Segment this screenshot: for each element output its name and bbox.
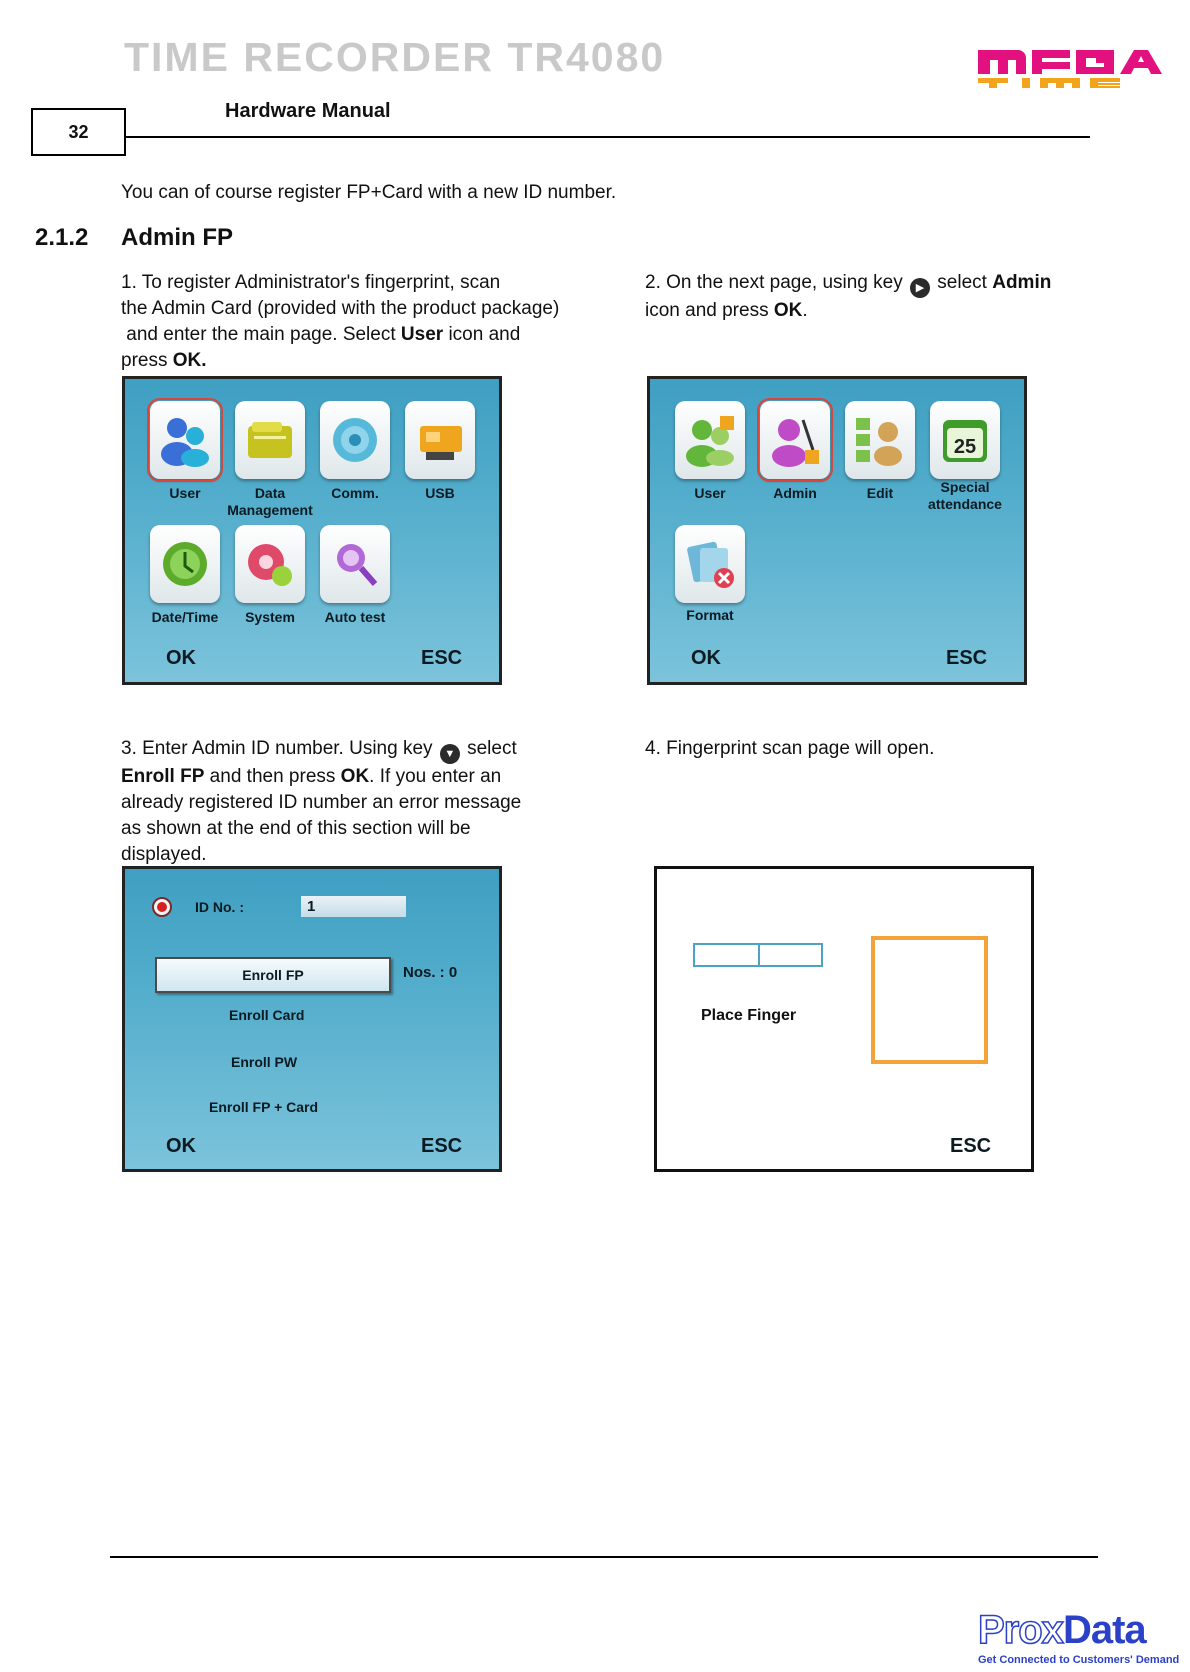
esc-softkey[interactable]: ESC <box>946 647 988 669</box>
step-3-text: 3. Enter Admin ID number. Using key ▼ select Enroll FP and then press OK. If you enter an already registered ID number an error message as shown at the end of this section will be displayed. <box>121 738 522 865</box>
document-title: TIME RECORDER TR4080 <box>124 34 666 80</box>
data-management-icon[interactable] <box>235 401 305 479</box>
fingerprint-scan-screen <box>654 866 1034 1172</box>
step-2-text: 2. On the next page, using key ▶ select Admin icon and press OK. <box>645 272 1052 321</box>
manual-subtitle: Hardware Manual <box>225 100 391 122</box>
id-no-input[interactable]: 1 <box>301 896 406 917</box>
enroll-pw-option[interactable]: Enroll PW <box>231 1054 298 1070</box>
admin-icon[interactable] <box>760 401 830 479</box>
user-icon[interactable] <box>150 401 220 479</box>
calendar-day: 25 <box>953 436 977 458</box>
step-1-text: 1. To register Administrator's fingerprint, scan the Admin Card (provided with the product package) and enter the main page. Select User icon and press OK. <box>121 272 560 371</box>
down-arrow-key-icon: ▼ <box>440 744 460 764</box>
comm-icon[interactable] <box>320 401 390 479</box>
id-no-label: ID No. : <box>195 899 244 915</box>
edit-icon[interactable] <box>845 401 915 479</box>
usb-label: USB <box>425 485 455 501</box>
edit-label: Edit <box>866 485 894 501</box>
header-rule <box>124 136 1090 138</box>
attendance-label: attendance <box>928 496 1002 512</box>
user-menu-screen <box>647 376 1027 685</box>
page-number: 32 <box>31 108 126 156</box>
proxdata-logo: ProxData <box>978 1608 1146 1652</box>
fingerprint-image-frame <box>871 936 988 1064</box>
user-label: User <box>169 485 201 501</box>
radio-selected-icon[interactable] <box>152 897 172 917</box>
date-time-icon[interactable] <box>150 525 220 603</box>
section-number: 2.1.2 <box>35 224 89 251</box>
footer-rule <box>110 1556 1098 1558</box>
format-label: Format <box>686 607 734 623</box>
auto-test-label: Auto test <box>324 609 386 625</box>
esc-softkey[interactable]: ESC <box>950 1135 992 1157</box>
esc-softkey[interactable]: ESC <box>421 1135 463 1157</box>
nos-count: Nos. : 0 <box>403 964 458 981</box>
scan-progress-bar <box>693 943 823 967</box>
ok-softkey[interactable]: OK <box>691 647 721 669</box>
special-label: Special <box>940 479 990 495</box>
comm-label: Comm. <box>331 485 379 501</box>
enroll-fp-card-option[interactable]: Enroll FP + Card <box>209 1099 319 1115</box>
auto-test-icon[interactable] <box>320 525 390 603</box>
admin-label: Admin <box>773 485 817 501</box>
format-icon[interactable] <box>675 525 745 603</box>
enroll-card-option[interactable]: Enroll Card <box>229 1007 305 1023</box>
step-4-text: 4. Fingerprint scan page will open. <box>645 738 935 759</box>
management-label: Management <box>227 502 313 518</box>
esc-softkey[interactable]: ESC <box>421 647 463 669</box>
ok-softkey[interactable]: OK <box>166 1135 196 1157</box>
section-title: Admin FP <box>121 224 233 251</box>
special-attendance-icon[interactable] <box>930 401 1000 479</box>
system-icon[interactable] <box>235 525 305 603</box>
proxdata-tagline: Get Connected to Customers' Demand <box>978 1654 1180 1666</box>
main-menu-screen <box>122 376 502 685</box>
user-icon[interactable] <box>675 401 745 479</box>
usb-icon[interactable] <box>405 401 475 479</box>
system-label: System <box>245 609 295 625</box>
enroll-screen <box>122 866 502 1172</box>
user-label: User <box>694 485 726 501</box>
ok-softkey[interactable]: OK <box>166 647 196 669</box>
enroll-fp-button[interactable]: Enroll FP <box>155 957 391 993</box>
data-label: Data <box>254 485 286 501</box>
right-arrow-key-icon: ▶ <box>910 278 930 298</box>
place-finger-text: Place Finger <box>701 1007 797 1024</box>
intro-text: You can of course register FP+Card with a new ID number. <box>121 182 617 203</box>
date-time-label: Date/Time <box>151 609 219 625</box>
mega-time-logo <box>974 42 1174 96</box>
